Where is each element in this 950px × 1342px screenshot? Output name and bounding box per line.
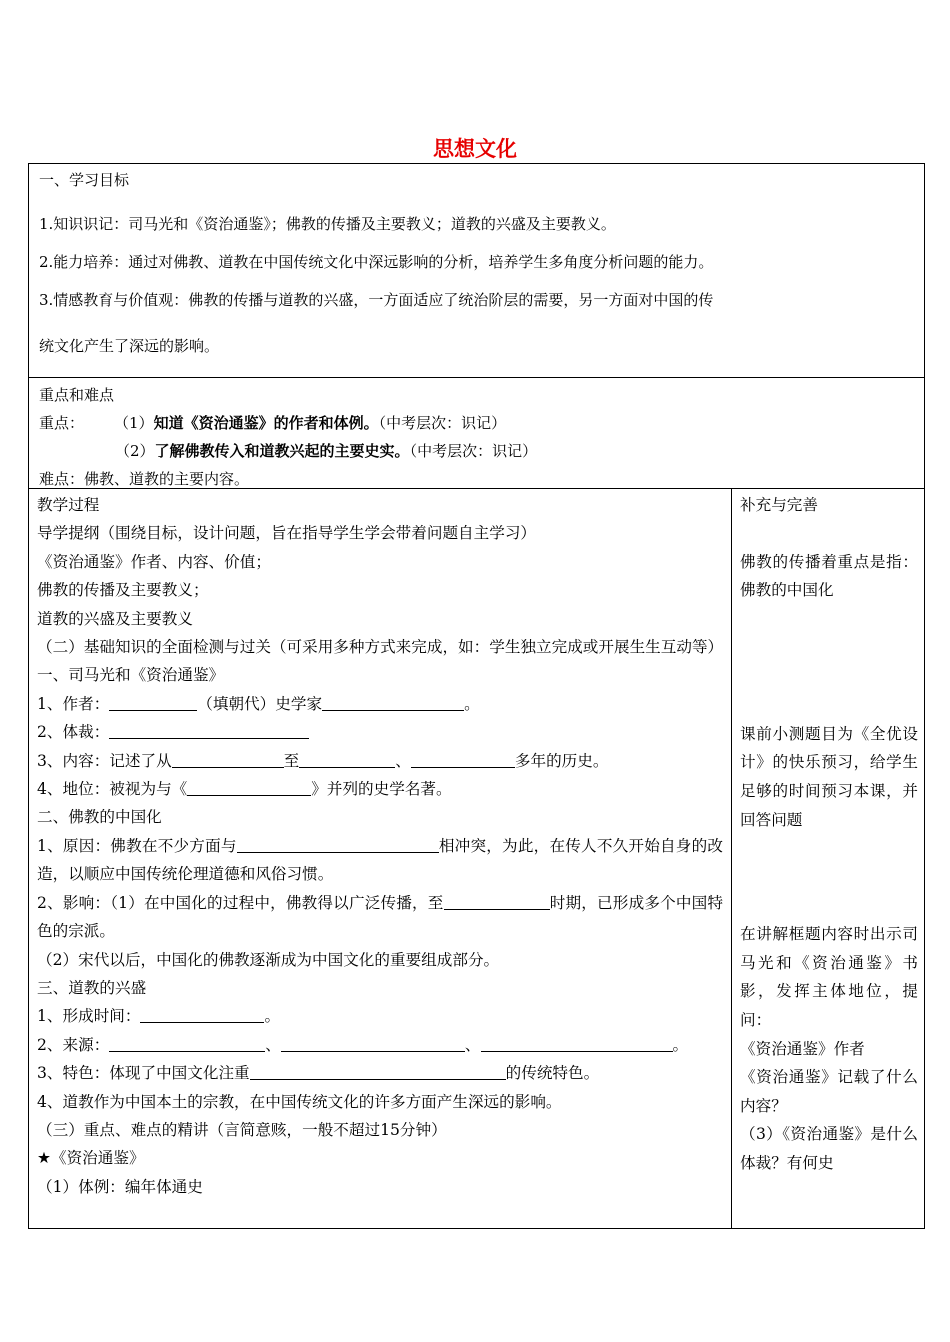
genre-line [37, 718, 723, 746]
objectives-heading: 一、学习目标 [39, 171, 130, 189]
feature-end: 的传统特色。 [505, 1064, 600, 1083]
basic-check: （二）基础知识的全面检测与过关（可采用多种方式来完成，如：学生独立完成或开展生生互动等） [37, 638, 724, 657]
blank-dynasty[interactable] [109, 692, 197, 711]
objective-3a: 3.情感教育与价值观：佛教的传播与道教的兴盛，一方面适应了统治阶层的需要，另一方面对中国的传 [39, 291, 714, 309]
blank-source-3[interactable] [481, 1033, 673, 1052]
key-point-1-note: （中考层次：识记） [378, 414, 507, 432]
status-label: 4、地位：被视为与《 [37, 780, 188, 799]
key-point-2-text: 了解佛教传入和道教兴起的主要史实。 [154, 442, 410, 460]
section-heading: 三、道教的兴盛 [37, 978, 147, 997]
zztj-title: 《资治通鉴》 [50, 1149, 145, 1168]
content-label: 3、内容：记述了从 [37, 751, 172, 770]
difficult-point: 难点：佛教、道教的主要内容。 [39, 470, 250, 488]
outline-item: 道教的兴盛及主要教义 [37, 609, 193, 628]
source-label: 2、来源： [37, 1035, 110, 1054]
status-line [37, 775, 723, 803]
objective-2: 2.能力培养：通过对佛教、道教在中国传统文化中深远影响的分析，培养学生多角度分析问题的能力。 [39, 253, 714, 271]
blank-years[interactable] [411, 749, 515, 768]
key-points-heading: 重点和难点 [39, 386, 115, 404]
blank-source-1[interactable] [109, 1033, 265, 1052]
content-end: 多年的历史。 [514, 751, 609, 770]
key-label: 重点： [39, 414, 85, 432]
side-note-4: 《资治通鉴》作者 [740, 1039, 865, 1058]
key-point-1-num: （1） [114, 414, 154, 432]
supplement-heading: 补充与完善 [740, 496, 818, 514]
blank-historian[interactable] [322, 692, 464, 711]
influence-2: （2）宋代以后，中国化的佛教逐渐成为中国文化的重要组成部分。 [37, 950, 500, 969]
source-sep-2: 、 [464, 1035, 481, 1054]
influence-label: 2、影响：（1）在中国化的过程中，佛教得以广泛传播，至 [37, 893, 444, 912]
outline-item: 《资治通鉴》作者、内容、价值； [37, 552, 271, 571]
supplement-column [732, 489, 924, 1228]
zztj-style: （1）体例：编年体通史 [37, 1177, 203, 1196]
key-explain: （三）重点、难点的精讲（言简意赅，一般不超过15分钟） [37, 1120, 447, 1139]
author-line [37, 690, 723, 718]
taoism-impact: 4、道教作为中国本土的宗教，在中国传统文化的许多方面产生深远的影响。 [37, 1092, 562, 1111]
outline-line: 导学提纲（围绕目标，设计问题，旨在指导学生学会带着问题自主学习） [37, 524, 537, 543]
blank-genre[interactable] [109, 720, 309, 739]
author-label: 1、作者： [37, 694, 110, 713]
lesson-table [28, 163, 925, 1229]
feature-label: 3、特色：体现了中国文化注重 [37, 1064, 250, 1083]
objective-3b: 统文化产生了深远的影响。 [39, 337, 220, 355]
objectives-section [29, 164, 924, 378]
teaching-process [29, 489, 732, 1228]
genre-label: 2、体裁： [37, 723, 110, 742]
blank-to[interactable] [299, 749, 395, 768]
side-note-2: 课前小测题目为《全优设计》的快乐预习，给学生足够的时间预习本课，并回答问题 [740, 724, 918, 829]
key-point-2-note: （中考层次：识记） [409, 442, 538, 460]
side-note-3: 在讲解框题内容时出示司马光和《资治通鉴》书影，发挥主体地位，提问： [740, 925, 918, 1029]
buddhism-influence [37, 889, 723, 946]
influence-text: 时期，已形成多个中国特色的宗派。 [37, 893, 723, 941]
content-to: 至 [283, 751, 300, 770]
zztj-heading [37, 1144, 723, 1172]
side-note-6: （3）《资治通鉴》是什么体裁？有何史 [740, 1125, 918, 1172]
key-points-section [29, 378, 924, 489]
taoism-feature [37, 1059, 723, 1087]
objective-1: 1.知识识记：司马光和《资治通鉴》；佛教的传播及主要教义；道教的兴盛及主要教义。 [39, 215, 616, 233]
reason-text: 相冲突，为此，在传人不久开始自身的改造，以顺应中国传统伦理道德和风俗习惯。 [37, 836, 723, 884]
blank-period[interactable] [444, 891, 550, 910]
key-point-1 [39, 409, 914, 437]
blank-source-2[interactable] [281, 1033, 465, 1052]
process-heading: 教学过程 [37, 496, 100, 514]
taoism-time [37, 1002, 723, 1030]
blank-feature[interactable] [250, 1061, 506, 1080]
author-mid: （填朝代）史学家 [197, 694, 323, 713]
blank-conflict[interactable] [237, 834, 439, 853]
process-section [29, 489, 924, 1228]
blank-from[interactable] [172, 749, 284, 768]
author-end: 。 [464, 694, 480, 713]
reason-label: 1、原因：佛教在不少方面与 [37, 836, 237, 855]
section-heading: 一、司马光和《资治通鉴》 [37, 666, 225, 685]
taoism-source [37, 1031, 723, 1059]
buddhism-reason [37, 832, 723, 889]
key-point-1-text: 知道《资治通鉴》的作者和体例。 [153, 414, 379, 432]
source-end: 。 [672, 1035, 689, 1054]
blank-time[interactable] [140, 1004, 264, 1023]
star-icon: ★ [37, 1149, 51, 1168]
side-note-5: 《资治通鉴》记载了什么内容？ [740, 1068, 918, 1115]
section-heading: 二、佛教的中国化 [37, 808, 162, 827]
content-sep: 、 [395, 751, 411, 770]
status-end: 》并列的史学名著。 [311, 780, 452, 799]
time-end: 。 [264, 1007, 281, 1026]
side-note-1: 佛教的传播着重点是指：佛教的中国化 [740, 552, 918, 600]
page-title: 思想文化 [433, 137, 517, 161]
key-point-2 [39, 437, 914, 465]
outline-item: 佛教的传播及主要教义； [37, 581, 209, 600]
source-sep-1: 、 [265, 1035, 281, 1054]
content-line [37, 747, 723, 775]
blank-peer[interactable] [187, 777, 311, 796]
key-point-2-num: （2） [115, 442, 155, 460]
time-label: 1、形成时间： [37, 1007, 141, 1026]
